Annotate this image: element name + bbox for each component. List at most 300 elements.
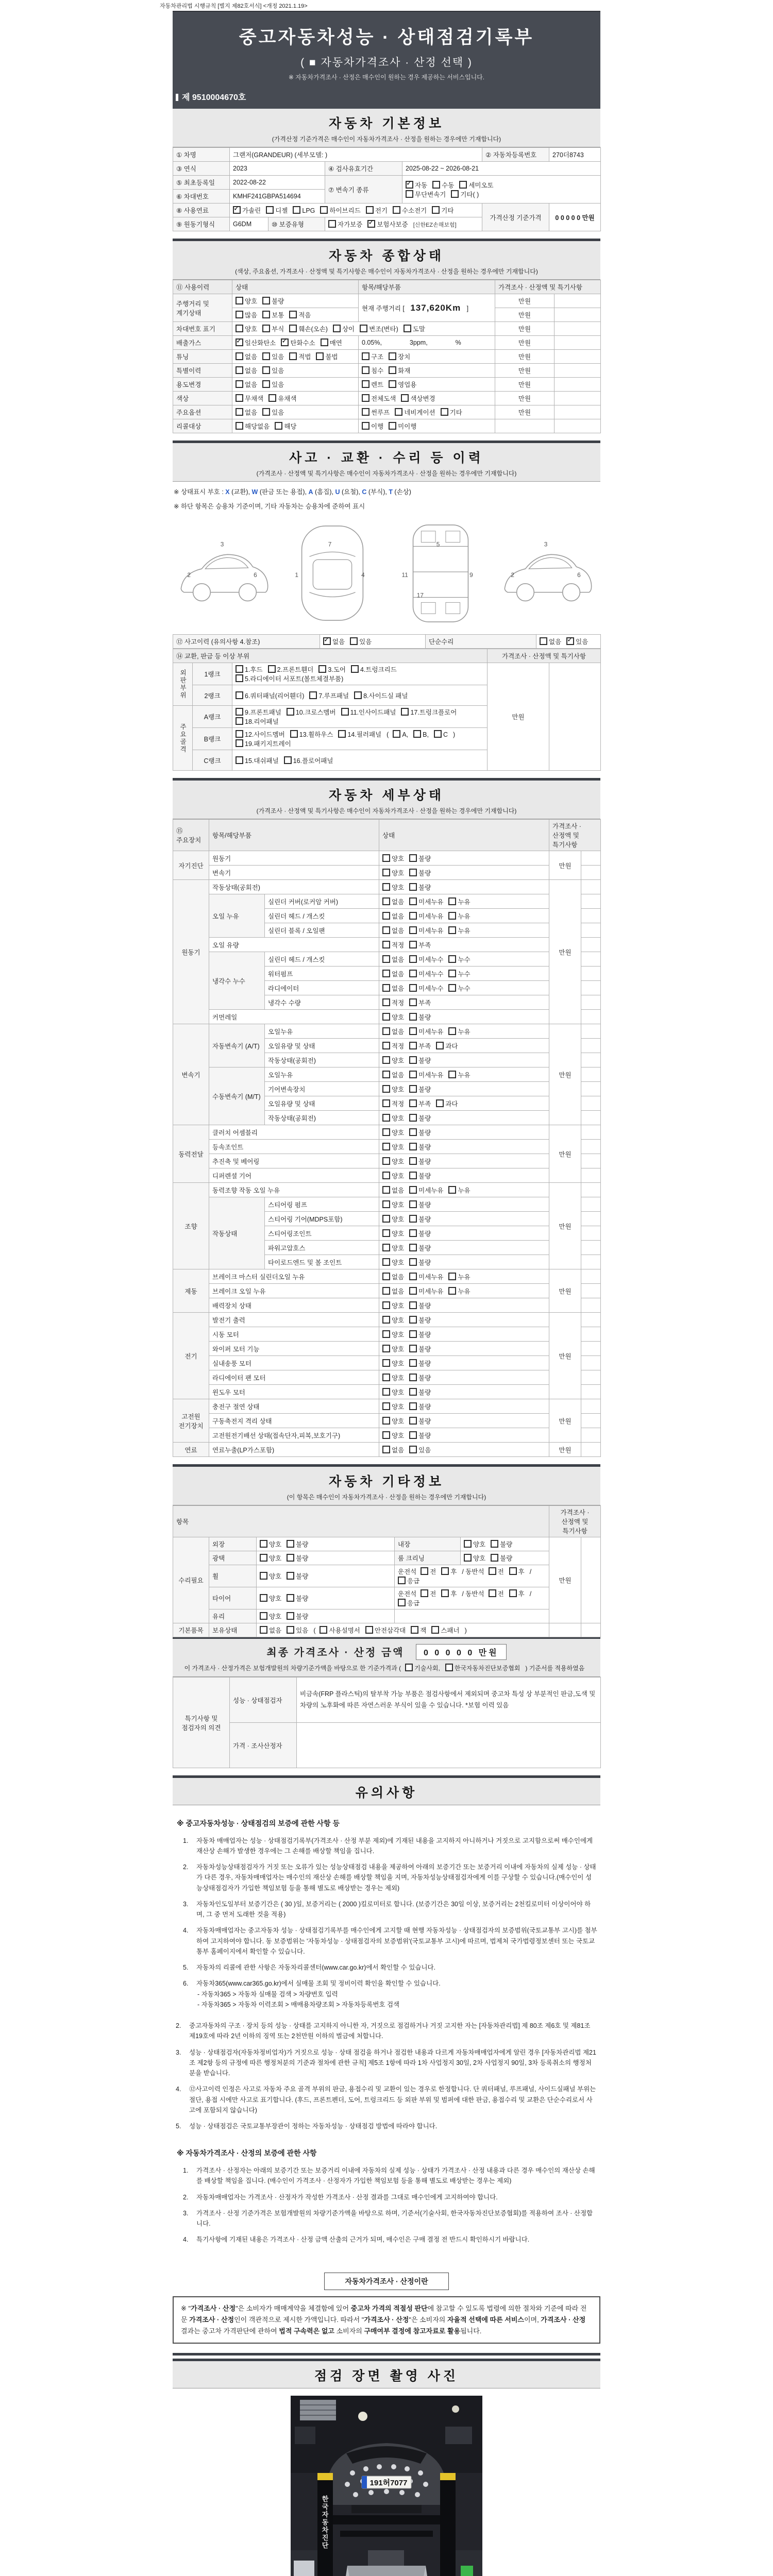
- option: [382, 1043, 404, 1050]
- state-cell: [379, 1356, 549, 1370]
- checkbox: [409, 1446, 417, 1453]
- option: [382, 1331, 404, 1338]
- checkbox: [448, 970, 456, 977]
- option: [287, 1627, 308, 1634]
- checkbox: [382, 1143, 390, 1150]
- notice-text: 가격조사 · 산정 기준가격은 보험개발원의 차량기준가액을 바탕으로 하며, 기준서(기술사회, 한국자동차진단보증협회)를 적용하여 조사 · 산정합니다.: [196, 2209, 593, 2228]
- notes-cell: [581, 1428, 601, 1443]
- option: [236, 675, 343, 683]
- notice-block-head: ※ 자동차가격조사 · 산정의 보증에 관한 사항: [177, 2149, 317, 2158]
- checkbox-checked: [236, 338, 243, 346]
- option-label: 없음: [392, 1287, 405, 1295]
- notice-item: [183, 1899, 597, 1920]
- notes-cell: [554, 308, 601, 322]
- checkbox: [395, 408, 402, 416]
- option-label: 양호: [392, 1172, 405, 1180]
- option-label: 누유: [458, 1071, 470, 1079]
- item-label: 와이퍼 모터 기능: [209, 1342, 379, 1356]
- checkbox: [409, 1244, 417, 1251]
- table-row: [173, 635, 601, 649]
- option-label: 11.인사이드패널: [350, 709, 396, 716]
- option-label: 양호: [392, 1403, 405, 1411]
- option-label: 영업용: [398, 381, 417, 388]
- item-cell: [359, 350, 495, 364]
- cell-text: ): [464, 1627, 467, 1634]
- option-label: 적정: [392, 999, 405, 1007]
- option: [382, 1317, 404, 1324]
- detail-header: [173, 778, 600, 819]
- table-row: [173, 1370, 601, 1385]
- option-label: 불량: [296, 1541, 309, 1548]
- option: [236, 709, 281, 716]
- option-label: 없음: [392, 927, 405, 935]
- table-row: [173, 1443, 601, 1457]
- accident-history-table: [173, 634, 601, 649]
- option-label: 양호: [392, 1316, 405, 1324]
- table-row: [173, 1197, 601, 1212]
- cell-text: 이 가격조사 · 산정가격은 보험개발원의 차량기준가액을 바탕으로 한 기준가격과 (: [184, 1665, 401, 1672]
- cell-text: 운전석: [398, 1568, 417, 1575]
- notice-number: 1.: [183, 1837, 189, 1844]
- option-label: 불량: [418, 1172, 431, 1180]
- option-label: 네비게이션: [404, 409, 435, 416]
- checkbox: [432, 181, 440, 189]
- option: [441, 409, 462, 416]
- checkbox: [262, 366, 270, 374]
- table-row: [173, 1677, 601, 1723]
- notice-item: [183, 1978, 597, 2010]
- panel-items: [232, 685, 488, 706]
- odometer-cell: [359, 294, 495, 322]
- checkbox: [382, 1013, 390, 1021]
- notice-text: 자동차매매업자는 중고자동차 성능 · 상태점검기록부를 매수인에게 고지할 때 현행 자동차성능 · 상태점검자의 보증범위(국토교통부 고시)를 첨부하여 고지하여야 합니다. 동 보증범위는 '자동차성능 · 상태점검자의 보증범위'(국토교통부 고시)에 따르며, 법제처 국가법령정보센터 또는 국토교통부 홈페이지에서 확인할 수 있습니다.: [196, 1927, 597, 1955]
- option: [236, 731, 285, 738]
- option: [260, 1595, 281, 1602]
- table-row: [173, 1623, 601, 1637]
- table-row: [173, 1356, 601, 1370]
- state-cell: [232, 336, 359, 350]
- notes-cell: [581, 851, 601, 866]
- checkbox: [382, 955, 390, 963]
- checkbox: [409, 912, 417, 920]
- checkbox: [382, 1229, 390, 1237]
- option-label: 전: [430, 1590, 436, 1598]
- notes-cell: [581, 1255, 601, 1269]
- option: [382, 1447, 404, 1454]
- option-label: 양호: [392, 1215, 405, 1223]
- reg-no-label: ② 자동차등록번호: [482, 148, 549, 162]
- table-row: [173, 148, 601, 162]
- checkbox-checked: [566, 637, 574, 645]
- row-label: 리콜대상: [173, 419, 232, 433]
- svg-text:2: 2: [511, 571, 514, 579]
- state-cell: [379, 1140, 549, 1154]
- price-cell: 만원: [549, 1443, 581, 1457]
- state-cell: [379, 1298, 549, 1313]
- table-row: [173, 176, 601, 190]
- option: [236, 326, 257, 333]
- item-label: 작동상태(공회전): [265, 1111, 379, 1125]
- notes-cell: [581, 1313, 601, 1327]
- checkbox: [318, 665, 326, 673]
- notes-cell: [581, 1298, 601, 1313]
- price-cell: 만원: [549, 1313, 581, 1399]
- option-label: 불량: [418, 1143, 431, 1151]
- state-cell: [379, 1168, 549, 1183]
- notice-text: ⑫사고이력 인정은 사고로 자동차 주요 골격 부위의 판금, 용접수리 및 교환이 있는 경우로 한정합니다. 단 쿼터패널, 루프패널, 사이드실패널 부위는 절단, 용접 시에만 사고로 표기합니다. (후드, 프론트펜더, 도어, 트렁크리드 등 외판 부위 및 범퍼에 대한 판금, 용접수리 및 교환은 단순수리로서 사고에 포함되지 않습니다): [189, 2086, 596, 2114]
- title-note: ※ 자동차가격조사 · 산정은 매수인이 원하는 경우 제공하는 서비스입니다.: [288, 74, 485, 81]
- option-label: 불량: [296, 1555, 309, 1562]
- checkbox: [464, 1554, 472, 1562]
- state-cell: [379, 1385, 549, 1399]
- checkbox: [382, 912, 390, 920]
- option: [448, 971, 470, 978]
- checkbox: [289, 352, 297, 360]
- section-divider: [173, 2353, 600, 2355]
- option-label: 불량: [418, 1057, 431, 1064]
- option: [448, 956, 470, 963]
- table-row: [173, 1385, 601, 1399]
- inspection-photo: [291, 2396, 482, 2576]
- sub-group-label: 자동변속기 (A/T): [209, 1024, 265, 1067]
- state-cell: [379, 1255, 549, 1269]
- option-label: 전기: [375, 207, 388, 214]
- panel-group-label: 주요골격: [173, 706, 193, 771]
- cell-text: ]: [465, 304, 469, 312]
- option-label: 양호: [269, 1573, 282, 1580]
- option-label: 양호: [269, 1613, 282, 1620]
- item-label: 디퍼렌셜 기어: [209, 1168, 379, 1183]
- option-label: 불량: [418, 1244, 431, 1252]
- checkbox: [436, 1099, 444, 1107]
- option-label: 불량: [418, 1259, 431, 1266]
- notes-cell: [581, 938, 601, 952]
- detail-subtitle: (가격조사 · 산정액 및 특기사항은 매수인이 자동차가격조사 · 산정을 원하는 경우에만 기재합니다): [256, 807, 517, 815]
- option: [409, 956, 443, 963]
- option: [382, 913, 404, 920]
- notes-cell: [581, 1623, 601, 1637]
- item-label: 동력조향 작동 오일 누유: [209, 1183, 379, 1197]
- option: [445, 1665, 520, 1672]
- state-cell: [257, 1587, 395, 1609]
- table-row: [173, 364, 601, 378]
- option-label: 자가보증: [338, 221, 363, 228]
- accident-title: 사고 · 교환 · 수리 등 이력: [289, 451, 484, 465]
- option: [382, 1201, 404, 1209]
- option: [236, 692, 304, 700]
- checkbox: [409, 1431, 417, 1439]
- option: [233, 207, 261, 214]
- price-cell: 만원: [495, 308, 554, 322]
- checkbox: [409, 854, 417, 862]
- state-cell: [257, 1609, 395, 1623]
- checkbox: [284, 756, 292, 764]
- status-symbol: X: [225, 488, 230, 496]
- option: [365, 1627, 406, 1634]
- option-label: 스패너: [441, 1627, 460, 1634]
- option: [489, 1568, 504, 1575]
- price-cell: 만원: [549, 1399, 581, 1443]
- table-row: [173, 1183, 601, 1197]
- checkbox: [236, 297, 243, 304]
- option-label: 누수: [458, 956, 470, 963]
- option: [287, 1613, 308, 1620]
- option-label: 있음: [272, 381, 284, 388]
- table-row: [173, 162, 601, 176]
- option-label: 구조: [371, 353, 384, 361]
- notes-cell: [581, 923, 601, 938]
- option-label: 후: [518, 1590, 525, 1598]
- checkbox: [409, 1085, 417, 1093]
- svg-text:1: 1: [295, 571, 299, 579]
- checkbox: [409, 1013, 417, 1021]
- inspection-period-label: ④ 검사유효기간: [325, 162, 402, 176]
- checkbox: [448, 1186, 456, 1194]
- notice-text: 가격조사 · 산정자는 아래의 보증기간 또는 보증거리 이내에 자동차의 실제 성능 · 상태가 가격조사 · 산정 내용과 다른 경우 매수인의 재산상 손해를 배상할 책임을 집니다. (매수인이 가격조사 · 산정자가 가입한 책임보험 등을 통해 별도로 배상받는 경우는 제외): [196, 2167, 595, 2185]
- reg-no-value: 270더8743: [549, 148, 601, 162]
- option: [236, 395, 263, 402]
- option-label: 양호: [392, 884, 405, 891]
- option: [382, 855, 404, 862]
- option: [409, 1288, 443, 1295]
- state-cell: [379, 1067, 549, 1082]
- option: [382, 1115, 404, 1122]
- title-subtitle: ( ■ 자동차가격조사 · 산정 선택 ): [300, 57, 473, 69]
- price-cell: 만원: [488, 663, 549, 771]
- table-row: [173, 419, 601, 433]
- year-label: ③ 연식: [173, 162, 230, 176]
- row-label: 차대번호 표기: [173, 322, 232, 336]
- table-row: [173, 1723, 601, 1768]
- checkbox: [409, 1229, 417, 1237]
- cell-text: 137,620Km: [410, 302, 461, 313]
- option: [287, 1595, 308, 1602]
- notes-cell: [554, 378, 601, 392]
- checkbox: [333, 325, 341, 332]
- checkbox: [382, 1446, 390, 1453]
- option: [382, 985, 404, 992]
- option: [409, 1375, 431, 1382]
- state-cell: [232, 350, 359, 364]
- checkbox: [262, 311, 270, 318]
- option: [290, 731, 333, 738]
- checkbox: [404, 325, 411, 332]
- option-label: 적법: [298, 353, 311, 361]
- option: [260, 1627, 281, 1634]
- option-label: 누유: [458, 1187, 470, 1194]
- device-group-label: 조향: [173, 1183, 209, 1269]
- option: [448, 1028, 470, 1036]
- option: [382, 927, 404, 935]
- repair-group-label: 수리필요: [173, 1537, 209, 1623]
- option-label: 불량: [418, 1432, 431, 1439]
- notice-text: 자동차성능상태점검자가 거짓 또는 오류가 있는 성능상태점검 내용을 제공하여 아래의 보증기간 또는 보증거리 이내에 자동차의 실제 성능 · 상태가 다른 경우, 자동차매매업자는 매수인의 재산상 손해를 배상할 책임을 지며, 자동차성능상태점검자에게 이를 구상할 수 있습니다.(매수인이 성능상태점검자가 가입한 책임보험 등을 통해 별도로 배상받는 경우는 제외): [196, 1863, 596, 1892]
- table-row: [173, 1327, 601, 1342]
- checkbox: [409, 941, 417, 948]
- option-label: 탄화수소: [290, 340, 315, 347]
- cell-text: / 동반석: [462, 1590, 484, 1598]
- transmission-label: ⑦ 변속기 종류: [325, 176, 402, 204]
- checkbox: [236, 408, 243, 416]
- checkbox: [382, 1330, 390, 1338]
- table-row: [173, 1298, 601, 1313]
- option: [509, 1590, 525, 1598]
- checkbox: [382, 1402, 390, 1410]
- item-label: 스티어링 기어(MDPS포함): [265, 1212, 379, 1226]
- checkbox: [260, 1626, 267, 1634]
- option-label: 불량: [418, 1230, 431, 1238]
- table-row: [173, 1587, 601, 1609]
- svg-text:5: 5: [436, 540, 440, 548]
- option-label: 기술사회,: [414, 1665, 440, 1672]
- checkbox-checked: [233, 206, 241, 214]
- option-label: 양호: [245, 326, 258, 333]
- option: [318, 666, 346, 673]
- notes-cell: [581, 1183, 601, 1197]
- checkbox: [316, 352, 324, 360]
- device-group-label: 동력전달: [173, 1125, 209, 1183]
- option: [409, 1360, 431, 1367]
- checkbox: [236, 756, 243, 764]
- checkbox: [409, 1099, 417, 1107]
- option: [448, 985, 470, 992]
- item-label: 브레이크 마스터 실린더오일 누유: [209, 1269, 379, 1284]
- cell-text: /: [529, 1568, 532, 1575]
- checkbox: [409, 998, 417, 1006]
- option: [354, 692, 408, 700]
- checkbox: [236, 366, 243, 374]
- checkbox: [362, 380, 369, 388]
- option-label: 과다: [445, 1100, 458, 1108]
- stock-options: [257, 1623, 549, 1637]
- col-device: ⑮ 주요장치: [173, 820, 209, 851]
- item-label: 외장: [209, 1537, 257, 1551]
- transmission-options: [402, 176, 601, 204]
- col-item: 항목/해당부품: [359, 280, 495, 294]
- state-cell: [257, 1565, 395, 1587]
- option-label: 사용설명서: [329, 1627, 360, 1634]
- option: [328, 221, 362, 228]
- option: [382, 1403, 404, 1411]
- item-label: 변속기: [209, 866, 379, 880]
- notes-cell: [581, 1241, 601, 1255]
- notes-cell: [581, 1356, 601, 1370]
- option-label: 과다: [445, 1042, 458, 1050]
- option: [398, 1578, 419, 1585]
- state-cell: [232, 419, 359, 433]
- cell-text: 운전석: [398, 1590, 417, 1598]
- checkbox: [448, 1287, 456, 1295]
- option-label: 없음: [392, 956, 405, 963]
- option-label: 양호: [392, 1360, 405, 1367]
- notes-cell: [581, 1125, 601, 1140]
- row-label: 튜닝: [173, 350, 232, 364]
- price-cell: 만원: [549, 1183, 581, 1269]
- option-label: 자동: [415, 181, 428, 189]
- checkbox: [409, 1345, 417, 1352]
- option-label: 불량: [418, 1331, 431, 1338]
- notes-cell: [549, 663, 601, 771]
- checkbox-checked: [406, 181, 413, 189]
- car-diagram-side-left: [174, 516, 276, 629]
- option-label: 누유: [458, 898, 470, 906]
- option: [382, 1346, 404, 1353]
- option-label: 누유: [458, 1273, 470, 1281]
- svg-text:4: 4: [361, 571, 365, 579]
- option-label: 양호: [392, 1201, 405, 1209]
- option-label: 없음: [392, 1071, 405, 1079]
- checkbox: [509, 1567, 517, 1575]
- state-cell: [379, 1212, 549, 1226]
- sub-group-label: 작동상태: [209, 1197, 265, 1269]
- basic-info-header: [173, 109, 600, 147]
- option-label: 장치: [398, 353, 411, 361]
- price-cell: 만원: [495, 405, 554, 419]
- option: [395, 409, 435, 416]
- checkbox: [409, 1071, 417, 1078]
- notes-cell: [581, 995, 601, 1010]
- option-label: 기타( ): [460, 191, 479, 198]
- vin-value: KMHF241GBPA514694: [230, 190, 325, 204]
- option: [389, 367, 410, 375]
- checkbox: [409, 1186, 417, 1194]
- device-group-label: 제동: [173, 1269, 209, 1313]
- table-row: [173, 1313, 601, 1327]
- option-label: 불량: [418, 1201, 431, 1209]
- option: [409, 1418, 431, 1425]
- checkbox: [436, 1042, 444, 1049]
- option-label: 불량: [418, 869, 431, 877]
- table-row: [173, 1399, 601, 1414]
- checkbox: [409, 1287, 417, 1295]
- option: [409, 855, 431, 862]
- sub-group-label: 수동변속기 (M/T): [209, 1067, 265, 1125]
- checkbox: [409, 1273, 417, 1280]
- checkbox: [432, 206, 440, 214]
- option: [409, 899, 443, 906]
- state-cell: [379, 1284, 549, 1298]
- option-label: 양호: [245, 298, 258, 305]
- checkbox: [382, 1244, 390, 1251]
- option: [434, 731, 448, 738]
- checkbox: [409, 955, 417, 963]
- checkbox: [409, 1114, 417, 1122]
- state-cell: [379, 1313, 549, 1327]
- option: [382, 956, 404, 963]
- table-row: [173, 1154, 601, 1168]
- checkbox: [409, 869, 417, 876]
- notes-cell: [581, 1053, 601, 1067]
- item-label: 원동기: [209, 851, 379, 866]
- option: [281, 340, 315, 347]
- notice-number: 4.: [183, 1927, 189, 1935]
- panel-items: [232, 728, 488, 750]
- device-group-label: 원동기: [173, 880, 209, 1024]
- notice-item: [183, 2165, 597, 2187]
- checkbox: [401, 394, 409, 402]
- state-cell: [379, 866, 549, 880]
- notice-text: 자동차365(www.car365.go.kr)에서 실매물 조회 및 정비이력 확인을 확인할 수 있습니다. - 자동차365 > 자동차 실매물 검색 > 차량번호 입력 - 자동차365 > 자동차 이력조회 > 매매용차량조회 > 자동차등록번호 검색: [196, 1978, 597, 2010]
- option: [405, 1665, 440, 1672]
- option-label: 없음: [392, 912, 405, 920]
- checkbox: [236, 674, 243, 682]
- checkbox: [260, 1612, 267, 1620]
- item-label: 클러치 어셈블리: [209, 1125, 379, 1140]
- final-price-label: 최종 가격조사 · 산정 금액: [266, 1647, 405, 1658]
- option-label: 해당: [284, 423, 297, 430]
- status-symbol: T: [389, 488, 393, 496]
- option: [260, 1541, 281, 1548]
